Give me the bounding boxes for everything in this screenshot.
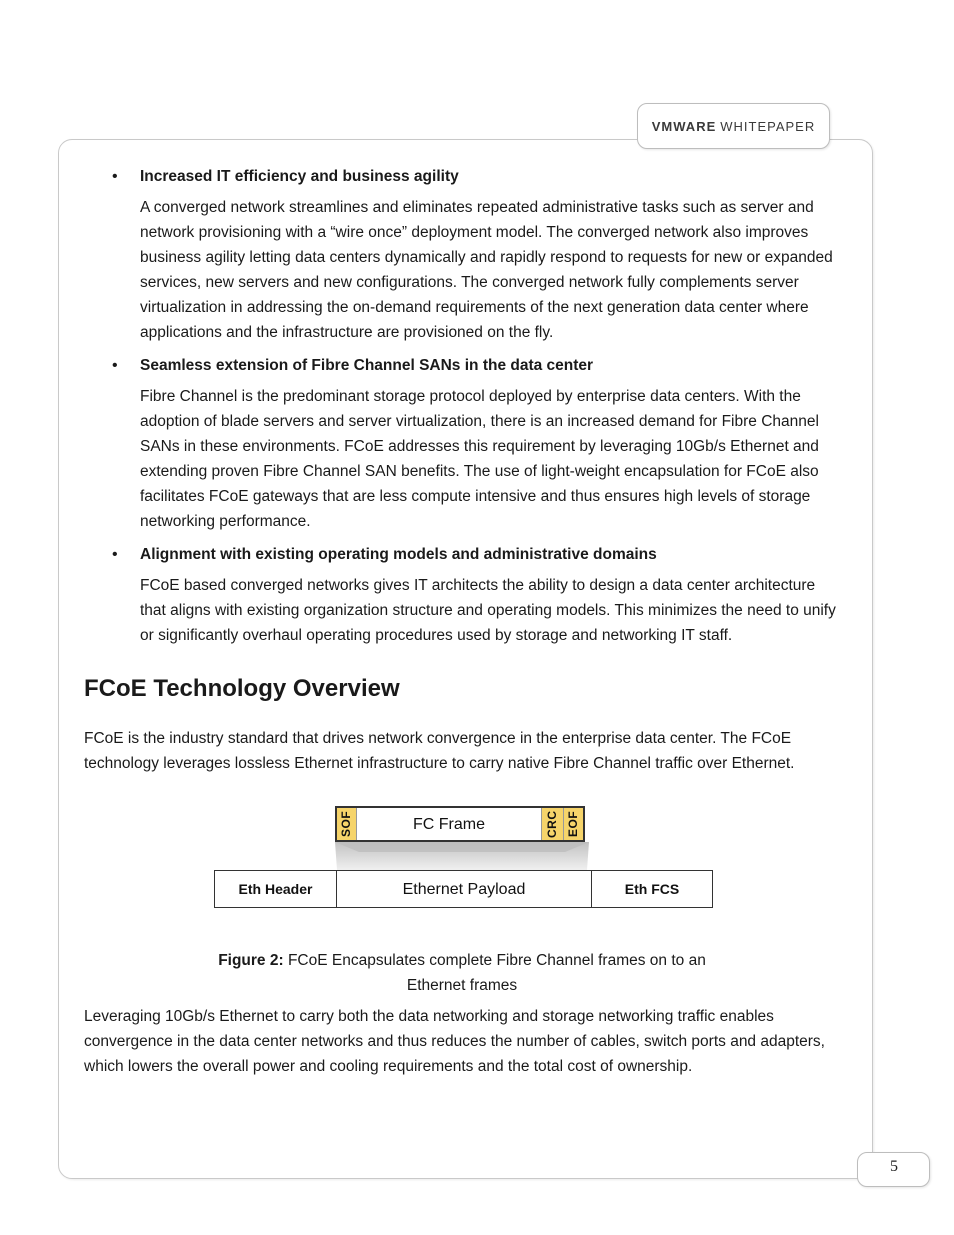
- bullet-body: A converged network streamlines and eliminates repeated administrative tasks such as server and network provisioning with a “wire once” deployment model. The converged network also improves business agility letting data centers dynamically and rapidly respond to requests for new or expanded services, new servers and new configurations. The converged network fully complements server virtualization in addressing the on-demand requirements of the next generation data center where applications and the infrastructure are provisioned on the fly.: [140, 199, 833, 341]
- bullet-icon: •: [112, 546, 118, 563]
- fc-frame-box: [335, 806, 585, 842]
- crc-field: CRC: [541, 808, 563, 840]
- page-content: [84, 164, 844, 1079]
- bullet-item: [84, 542, 844, 648]
- fc-frame-label: FC Frame: [357, 808, 541, 840]
- figure-caption-label: Figure 2:: [218, 952, 284, 969]
- eof-field: EOF: [563, 808, 583, 840]
- eth-header-field: Eth Header: [215, 871, 337, 907]
- section-heading: FCoE Technology Overview: [84, 675, 400, 702]
- section-closing: Leveraging 10Gb/s Ethernet to carry both the data networking and storage networking traffic enables convergence in the data center networks and thus reduces the number of cables, switch ports and adapters, which lowers the overall power and cooling requirements and the total cost of ownership.: [84, 1008, 825, 1075]
- bullet-title: Alignment with existing operating models and administrative domains: [140, 546, 657, 563]
- eth-payload-field: Ethernet Payload: [337, 871, 592, 907]
- bullet-icon: •: [112, 357, 118, 374]
- figure-caption-text: FCoE Encapsulates complete Fibre Channel frames on to an Ethernet frames: [287, 952, 706, 994]
- section-intro: FCoE is the industry standard that drives network convergence in the enterprise data center. The FCoE technology leverages lossless Ethernet infrastructure to carry native Fibre Channel traffic over Ethernet.: [84, 730, 795, 772]
- bullet-body: Fibre Channel is the predominant storage protocol deployed by enterprise data centers. With the adoption of blade servers and server virtualization, there is an increased demand for Fibre Channel SANs in these environments. FCoE addresses this requirement by leveraging 10Gb/s Ethernet and extending proven Fibre Channel SAN benefits. The use of light-weight encapsulation for FCoE also facilitates FCoE gateways that are less compute intensive and thus ensures high levels of storage networking performance.: [140, 388, 819, 530]
- bullet-body: FCoE based converged networks gives IT architects the ability to design a data center architecture that aligns with existing organization structure and operating models. This minimizes the need to unify or significantly overhaul operating procedures used by storage and networking IT staff.: [140, 577, 836, 644]
- page-number: 5: [857, 1152, 930, 1187]
- ethernet-frame-row: [214, 870, 713, 908]
- bullet-title: Increased IT efficiency and business agility: [140, 168, 459, 185]
- bullet-item: [84, 164, 844, 345]
- brand-label: VMWARE: [651, 118, 717, 134]
- encapsulation-funnel: [335, 842, 589, 870]
- eth-fcs-field: Eth FCS: [624, 880, 680, 897]
- sof-field: SOF: [337, 808, 357, 840]
- bullet-icon: •: [112, 168, 118, 185]
- bullet-item: [84, 353, 844, 534]
- document-type-label: WHITEPAPER: [720, 118, 816, 134]
- header-tab: [637, 103, 830, 149]
- bullet-title: Seamless extension of Fibre Channel SANs in the data center: [140, 357, 594, 374]
- fcoe-encapsulation-diagram: [84, 798, 844, 948]
- figure-caption: [212, 948, 712, 998]
